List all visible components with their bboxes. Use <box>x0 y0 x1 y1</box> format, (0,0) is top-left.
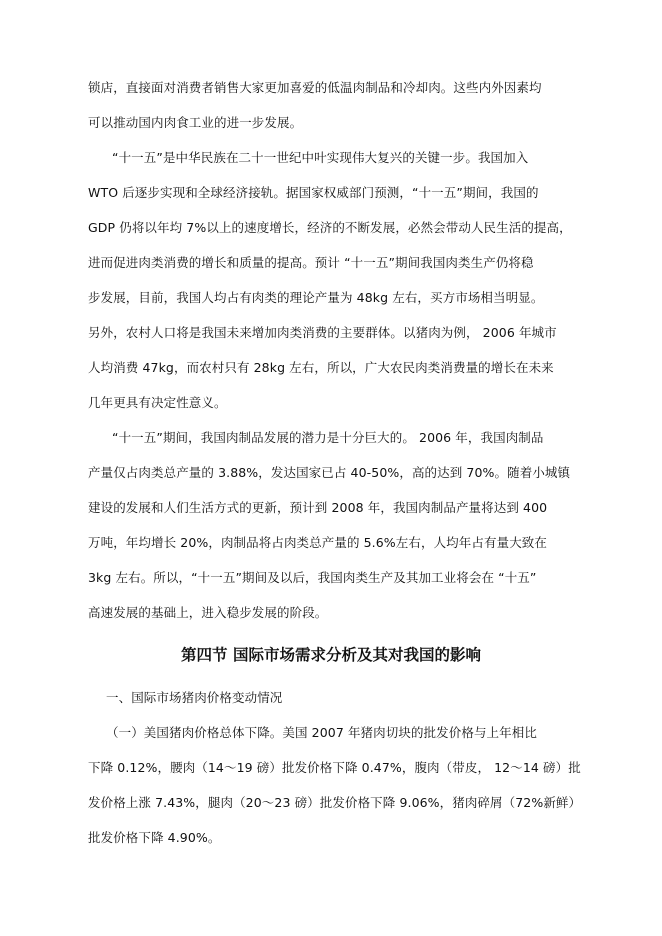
paragraph-2-line-6: 另外，农村人口将是我国未来增加肉类消费的主要群体。以猪肉为例， 2006 年城市 <box>88 325 557 340</box>
subsection-line-4: 批发价格下降 4.90%。 <box>88 830 221 845</box>
paragraph-1-line-2: 可以推动国内肉食工业的进一步发展。 <box>88 115 303 130</box>
paragraph-3-line-3: 建设的发展和人们生活方式的更新，预计到 2008 年，我国肉制品产量将达到 400 <box>88 500 548 515</box>
subsection-line-3: 发价格上涨 7.43%，腿肉（20～23 磅）批发价格下降 9.06%，猪肉碎屑（72%新鲜） <box>88 795 582 810</box>
paragraph-2-line-2: WTO 后逐步实现和全球经济接轨。据国家权威部门预测，“十一五”期间，我国的 <box>88 185 539 200</box>
paragraph-2-line-7: 人均消费 47kg，而农村只有 28kg 左右，所以，广大农民肉类消费量的增长在未来 <box>88 360 554 375</box>
paragraph-3-line-4: 万吨，年均增长 20%，肉制品将占肉类总产量的 5.6%左右，人均年占有量大致在 <box>88 535 547 550</box>
paragraph-2-line-1: “十一五”是中华民族在二十一世纪中叶实现伟大复兴的关键一步。我国加入 <box>112 150 529 165</box>
subsection-line-2: 下降 0.12%，腰肉（14～19 磅）批发价格下降 0.47%，腹肉（带皮， 12～14 磅）批 <box>88 760 581 775</box>
paragraph-3-line-1: “十一五”期间，我国肉制品发展的潜力是十分巨大的。 2006 年，我国肉制品 <box>112 430 544 445</box>
paragraph-2-line-3: GDP 仍将以年均 7%以上的速度增长，经济的不断发展，必然会带动人民生活的提高， <box>88 220 572 235</box>
subsection-line-1: （一）美国猪肉价格总体下降。美国 2007 年猪肉切块的批发价格与上年相比 <box>106 725 537 740</box>
paragraph-1-line-1: 锁店，直接面对消费者销售大家更加喜爱的低温肉制品和冷却肉。这些内外因素均 <box>88 80 542 95</box>
section-heading: 第四节 国际市场需求分析及其对我国的影响 <box>181 645 481 664</box>
paragraph-2-line-8: 几年更具有决定性意义。 <box>88 395 227 410</box>
subheading: 一、国际市场猪肉价格变动情况 <box>106 690 283 705</box>
paragraph-2-line-4: 进而促进肉类消费的增长和质量的提高。预计 “十一五”期间我国肉类生产仍将稳 <box>88 255 534 270</box>
paragraph-2-line-5: 步发展，目前，我国人均占有肉类的理论产量为 48kg 左右，买方市场相当明显。 <box>88 290 544 305</box>
paragraph-3-line-6: 高速发展的基础上，进入稳步发展的阶段。 <box>88 605 328 620</box>
paragraph-3-line-2: 产量仅占肉类总产量的 3.88%，发达国家已占 40-50%，高的达到 70%。随着小城镇 <box>88 465 571 480</box>
paragraph-3-line-5: 3kg 左右。所以，“十一五”期间及以后，我国肉类生产及其加工业将会在 “十五” <box>88 570 537 585</box>
